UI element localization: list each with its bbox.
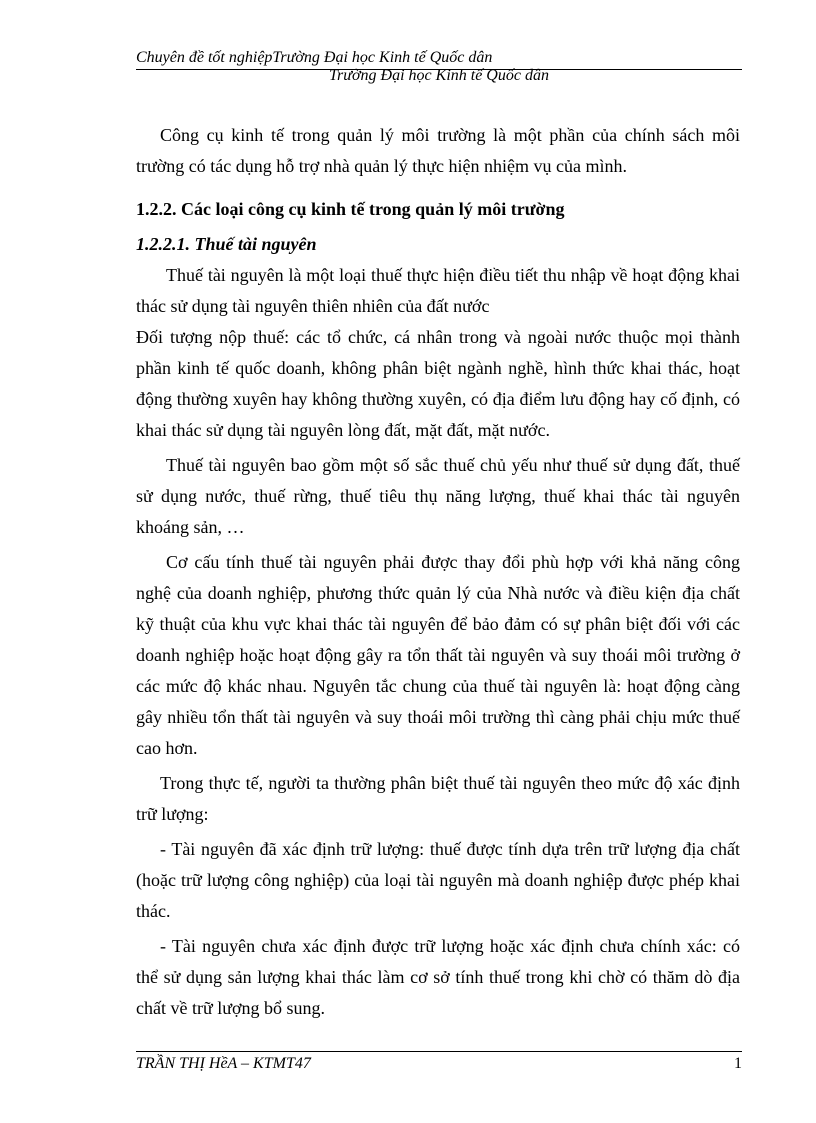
section-heading: 1.2.2. Các loại công cụ kinh tế trong quản lý môi trường (136, 199, 565, 219)
document-body (136, 120, 740, 1024)
paragraph: Trong thực tế, người ta thường phân biệt thuế tài nguyên theo mức độ xác định trữ lượng: (136, 773, 740, 824)
paragraph: Cơ cấu tính thuế tài nguyên phải được thay đổi phù hợp với khả năng công nghệ của doanh nghiệp, phương thức quản lý của Nhà nước và điều kiện địa chất kỹ thuật của khu vực khai thác tài nguyên để bảo đảm có sự phân biệt đối với các doanh nghiệp hoặc hoạt động gây ra tổn thất tài nguyên và suy thoái môi trường ở các mức độ khác nhau. Nguyên tắc chung của thuế tài nguyên là: hoạt động càng gây nhiều tổn thất tài nguyên và suy thoái môi trường thì càng phải chịu mức thuế cao hơn. (136, 552, 740, 758)
subsection-heading: 1.2.2.1. Thuế tài nguyên (136, 234, 317, 254)
footer-author: TRẦN THỊ HềA – KTMT47 (136, 1055, 311, 1072)
paragraph: Thuế tài nguyên bao gồm một số sắc thuế chủ yếu như thuế sử dụng đất, thuế sử dụng nước, thuế rừng, thuế tiêu thụ năng lượng, thuế khai thác tài nguyên khoáng sản, … (136, 455, 740, 537)
paragraph: Thuế tài nguyên là một loại thuế thực hiện điều tiết thu nhập về hoạt động khai thác sử dụng tài nguyên thiên nhiên của đất nước (136, 265, 740, 316)
page-footer (136, 1051, 742, 1074)
header-running-title: Chuyên đề tốt nghiệpTrường Đại học Kinh tế Quốc dân (136, 49, 493, 66)
list-item: - Tài nguyên chưa xác định được trữ lượng hoặc xác định chưa chính xác: có thể sử dụng sản lượng khai thác làm cơ sở tính thuế trong khi chờ có thăm dò địa chất về trữ lượng bổ sung. (136, 936, 740, 1018)
intro-paragraph: Công cụ kinh tế trong quản lý môi trường là một phần của chính sách môi trường có tác dụng hỗ trợ nhà quản lý thực hiện nhiệm vụ của mình. (136, 125, 740, 176)
paragraph: Đối tượng nộp thuế: các tổ chức, cá nhân trong và ngoài nước thuộc mọi thành phần kinh tế quốc doanh, không phân biệt ngành nghề, hình thức khai thác, hoạt động thường xuyên hay không thường xuyên, có địa điểm lưu động hay cố định, có khai thác sử dụng tài nguyên lòng đất, mặt đất, mặt nước. (136, 327, 740, 440)
header-subtitle: Trường Đại học Kinh tế Quốc dân (329, 67, 549, 84)
page-header (136, 49, 742, 83)
page-number: 1 (734, 1055, 742, 1072)
list-item: - Tài nguyên đã xác định trữ lượng: thuế được tính dựa trên trữ lượng địa chất (hoặc trữ lượng công nghiệp) của loại tài nguyên mà doanh nghiệp được phép khai thác. (136, 839, 740, 921)
footer-rule (136, 1051, 742, 1052)
